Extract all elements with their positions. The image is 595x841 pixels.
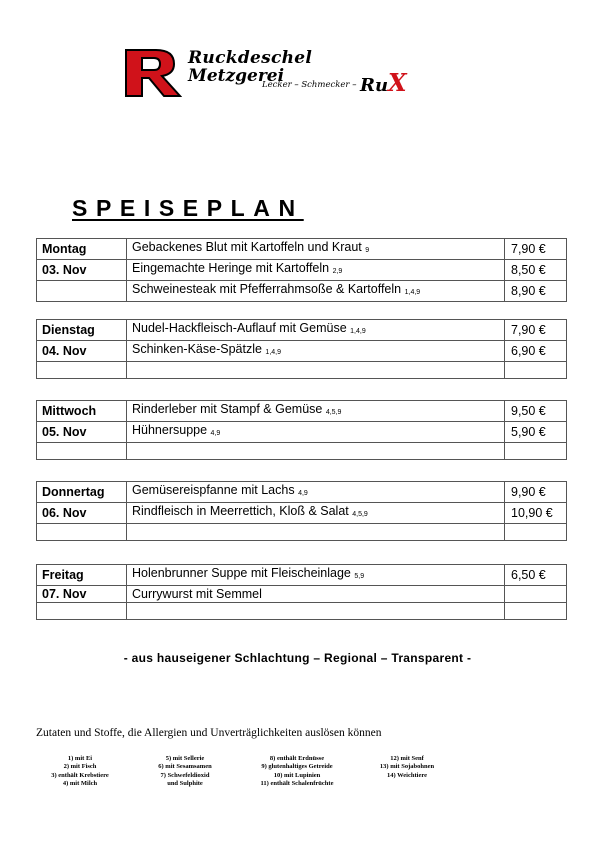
allergen-codes: 9: [365, 247, 370, 254]
allergen-codes: 4,5,9: [352, 511, 368, 518]
allergen-item: 10) mit Lupinien: [273, 771, 321, 779]
allergen-item: 5) mit Sellerie: [165, 755, 205, 762]
day-date: 03. Nov: [37, 260, 127, 281]
day-table: [36, 238, 567, 302]
menu-row: [37, 524, 567, 541]
allergen-codes: 4,9: [298, 490, 308, 497]
allergen-column: [362, 755, 452, 780]
allergen-column: [242, 755, 352, 789]
day-name: Donnertag: [37, 482, 127, 503]
allergen-item: 1) mit Ei: [67, 755, 93, 762]
logo-r-mark: [122, 46, 182, 100]
day-date: 07. Nov: [37, 586, 127, 603]
menu-row: [37, 281, 567, 302]
price: 6,90 €: [505, 341, 567, 362]
menu-row: [37, 260, 567, 281]
price: [505, 524, 567, 541]
price: [505, 586, 567, 603]
dish-name: [127, 362, 505, 379]
dish-name: [127, 603, 505, 620]
allergen-codes: 5,9: [354, 573, 365, 580]
day-date: 06. Nov: [37, 503, 127, 524]
dish-name: Rindfleisch in Meerrettich, Kloß & Salat 4,5,9: [127, 503, 505, 524]
dish-name: Currywurst mit Semmel: [127, 586, 505, 603]
allergen-item: und Sulphite: [167, 780, 203, 788]
allergen-item: 4) mit Milch: [62, 780, 98, 788]
page-title: SPEISEPLAN: [72, 195, 304, 221]
allergen-item: 8) enthält Erdnüsse: [269, 755, 325, 762]
allergen-item: 9) glutenhaltiges Getreide: [261, 763, 333, 771]
price: 8,90 €: [505, 281, 567, 302]
allergen-item: 12) mit Senf: [390, 755, 424, 762]
tagline: - aus hauseigener Schlachtung – Regional – Transparent -: [123, 651, 472, 665]
price: 5,90 €: [505, 422, 567, 443]
menu-row: [37, 239, 567, 260]
price: 9,90 €: [505, 482, 567, 503]
dish-name: Nudel-Hackfleisch-Auflauf mit Gemüse 1,4,9: [127, 320, 505, 341]
allergen-codes: 4,9: [210, 430, 221, 437]
price: [505, 443, 567, 460]
menu-row: [37, 586, 567, 603]
day-date: 05. Nov: [37, 422, 127, 443]
allergen-item: 6) mit Sesamsamen: [158, 763, 212, 771]
menu-row: [37, 362, 567, 379]
allergen-column: [140, 755, 230, 789]
day-name: Freitag: [37, 565, 127, 586]
menu-row: [37, 482, 567, 503]
allergen-item: 2) mit Fisch: [63, 763, 97, 771]
allergen-codes: 1,4,9: [404, 289, 421, 296]
allergen-column: [40, 755, 120, 789]
allergen-codes: 1,4,9: [265, 349, 281, 356]
empty-cell: [37, 281, 127, 302]
logo-line1: Ruckdeschel: [188, 48, 313, 68]
allergen-item: 13) mit Sojabohnen: [379, 763, 435, 771]
price: [505, 362, 567, 379]
empty-cell: [37, 603, 127, 620]
logo: [122, 46, 412, 106]
menu-row: [37, 320, 567, 341]
dish-name: Eingemachte Heringe mit Kartoffeln 2,9: [127, 260, 505, 281]
dish-name: Rinderleber mit Stampf & Gemüse 4,5,9: [127, 401, 505, 422]
dish-name: Holenbrunner Suppe mit Fleischeinlage 5,9: [127, 565, 505, 586]
day-table: [36, 400, 567, 460]
dish-name: Schweinesteak mit Pfefferrahmsoße & Kartoffeln 1,4,9: [127, 281, 505, 302]
price: 9,50 €: [505, 401, 567, 422]
allergen-item: 14) Weichtiere: [386, 771, 427, 779]
day-table: [36, 319, 567, 379]
logo-signature: RuX: [360, 68, 407, 97]
menu-row: [37, 422, 567, 443]
logo-line2: Metzgerei: [188, 66, 285, 86]
menu-row: [37, 503, 567, 524]
menu-row: [37, 565, 567, 586]
dish-name: Gemüsereispfanne mit Lachs 4,9: [127, 482, 505, 503]
allergen-item: 11) enthält Schalenfrüchte: [260, 780, 334, 788]
day-name: Montag: [37, 239, 127, 260]
price: 7,90 €: [505, 239, 567, 260]
day-name: Dienstag: [37, 320, 127, 341]
dish-name: [127, 443, 505, 460]
logo-slogan: Lecker – Schmecker –: [262, 80, 357, 90]
day-name: Mittwoch: [37, 401, 127, 422]
day-table: [36, 481, 567, 541]
allergen-item: 7) Schwefeldioxid: [160, 771, 210, 779]
day-table: [36, 564, 567, 620]
allergen-codes: 1,4,9: [350, 328, 366, 335]
price: 6,50 €: [505, 565, 567, 586]
empty-cell: [37, 362, 127, 379]
price: 8,50 €: [505, 260, 567, 281]
allergen-item: 3) enthält Krebstiere: [51, 771, 109, 779]
dish-name: Schinken-Käse-Spätzle 1,4,9: [127, 341, 505, 362]
dish-name: [127, 524, 505, 541]
menu-row: [37, 603, 567, 620]
empty-cell: [37, 443, 127, 460]
allergen-heading: Zutaten und Stoffe, die Allergien und Unverträglichkeiten auslösen können: [36, 727, 382, 739]
dish-name: Gebackenes Blut mit Kartoffeln und Kraut 9: [127, 239, 505, 260]
menu-row: [37, 401, 567, 422]
menu-row: [37, 443, 567, 460]
price: 10,90 €: [505, 503, 567, 524]
day-date: 04. Nov: [37, 341, 127, 362]
price: 7,90 €: [505, 320, 567, 341]
menu-row: [37, 341, 567, 362]
allergen-codes: 4,5,9: [325, 409, 342, 416]
dish-name: Hühnersuppe 4,9: [127, 422, 505, 443]
price: [505, 603, 567, 620]
empty-cell: [37, 524, 127, 541]
allergen-codes: 2,9: [332, 268, 343, 275]
